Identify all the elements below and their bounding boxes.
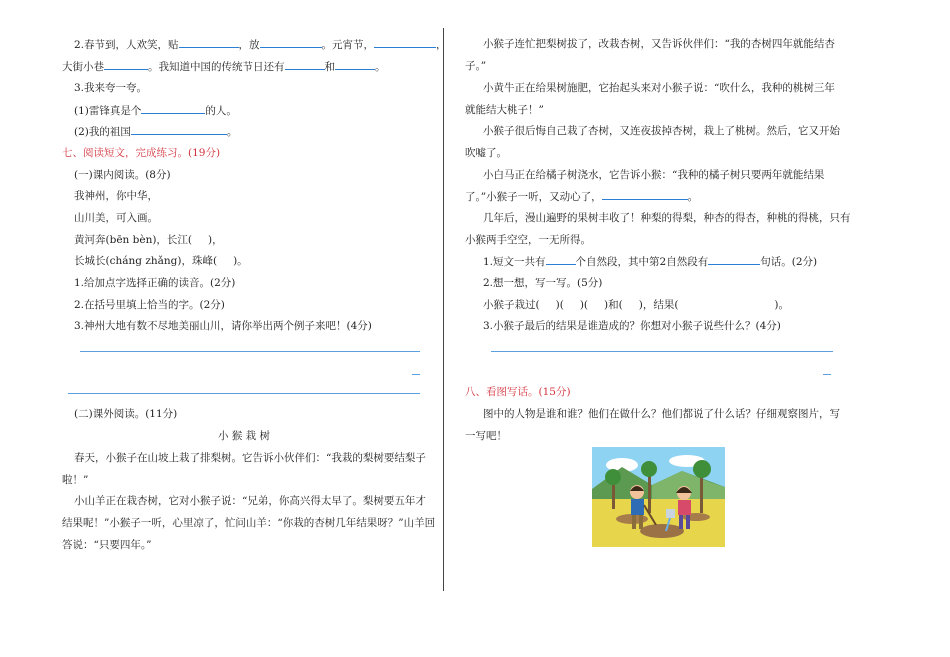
- poem-line-3: 黄河奔(bēn bèn)，长江( )，: [74, 234, 223, 246]
- answer-blank[interactable]: [104, 59, 148, 70]
- story-para-1b: 啦！”: [62, 474, 89, 486]
- story-para-5: 小猴子很后悔自己栽了杏树，又连夜拔掉杏树，栽上了桃树。然后，它又开始: [483, 125, 840, 137]
- answer-blank[interactable]: [335, 59, 375, 70]
- story-para-4: 小黄牛正在给果树施肥，它抬起头来对小猴子说：“吹什么，我种的桃树三年: [483, 82, 835, 94]
- story-para-2b: 结果呢！”小猴子一听，心里凉了，忙问山羊：“你栽的杏树几年结果呀？”山羊回: [62, 517, 436, 529]
- question-2-line1: 2.春节到，人欢笑，贴 ，放 。元宵节， ，: [74, 39, 447, 51]
- answer-line[interactable]: [491, 351, 833, 352]
- story-para-7: 几年后，漫山遍野的果树丰收了！种梨的得梨，种杏的得杏，种桃的得桃，只有: [483, 212, 851, 224]
- story-title: 小 猴 栽 树: [218, 430, 271, 442]
- subsection-1-title: (一)课内阅读。(8分): [74, 169, 171, 181]
- story-para-4b: 就能结大桃子！”: [465, 104, 544, 116]
- column-divider: [443, 28, 444, 591]
- exercise-r1: 1.短文一共有 个自然段，其中第2自然段有 句话。(2分): [483, 256, 818, 268]
- answer-line[interactable]: [80, 351, 420, 352]
- answer-line[interactable]: [68, 393, 420, 394]
- answer-line-end: [412, 374, 420, 375]
- story-para-5b: 吹嘘了。: [465, 147, 507, 159]
- poem-line-2: 山川美，可入画。: [74, 212, 158, 224]
- story-para-3: 小猴子连忙把梨树拔了，改栽杏树，又告诉伙伴们：“我的杏树四年就能结杏: [483, 38, 835, 50]
- exercise-r2: 2.想一想，写一写。(5分): [483, 277, 603, 289]
- illustration-svg: [592, 447, 725, 547]
- question-3-title: 3.我来夸一夸。: [74, 82, 148, 94]
- answer-blank[interactable]: [374, 37, 436, 48]
- exercise-1: 1.给加点字选择正确的读音。(2分): [74, 277, 236, 289]
- exercise-r3: 3.小猴子最后的结果是谁造成的？你想对小猴子说些什么？(4分): [483, 320, 781, 332]
- exercise-2: 2.在括号里填上恰当的字。(2分): [74, 299, 225, 311]
- story-para-6b: 了。”小猴子一听，又动心了， 。: [465, 191, 699, 203]
- answer-blank[interactable]: [131, 124, 227, 135]
- answer-blank[interactable]: [141, 103, 205, 114]
- story-para-2c: 答说：“只要四年。”: [62, 539, 152, 551]
- answer-blank[interactable]: [708, 254, 760, 265]
- poem-line-1: 我神州，你中华，: [74, 190, 158, 202]
- exercise-3: 3.神州大地有数不尽地美丽山川，请你举出两个例子来吧！(4分): [74, 320, 372, 332]
- story-para-2: 小山羊正在栽杏树，它对小猴子说：“兄弟，你高兴得太早了。梨树要五年才: [74, 495, 426, 507]
- subsection-2-title: (二)课外阅读。(11分): [74, 408, 178, 420]
- story-para-6: 小白马正在给橘子树浇水，它告诉小猴：“我种的橘子树只要两年就能结果: [483, 169, 825, 181]
- answer-blank[interactable]: [546, 254, 576, 265]
- question-2-line2: 大街小巷 。我知道中国的传统节日还有 和 。: [62, 61, 386, 73]
- writing-prompt-1: 图中的人物是谁和谁？他们在做什么？他们都说了什么话？仔细观察图片，写: [483, 408, 840, 420]
- illustration-children-planting-trees: [592, 447, 725, 547]
- story-para-7b: 小猴两手空空，一无所得。: [465, 234, 591, 246]
- poem-line-4: 长城长(cháng zhǎng)，珠峰( )。: [74, 255, 248, 267]
- question-3-2: (2)我的祖国 。: [74, 126, 238, 138]
- exercise-r2-line: 小猴子栽过( )( )( )和( )，结果( )。: [483, 299, 790, 311]
- section-7-title: 七、阅读短文，完成练习。(19分): [62, 147, 221, 159]
- answer-blank[interactable]: [179, 37, 239, 48]
- answer-blank[interactable]: [285, 59, 325, 70]
- answer-blank[interactable]: [260, 37, 322, 48]
- writing-prompt-2: 一写吧！: [465, 430, 507, 442]
- story-para-3b: 子。”: [465, 60, 487, 72]
- answer-line-end: [823, 374, 831, 375]
- section-8-title: 八、看图写话。(15分): [465, 386, 571, 398]
- question-3-1: (1)雷锋真是个 的人。: [74, 105, 237, 117]
- answer-blank[interactable]: [602, 189, 688, 200]
- story-para-1: 春天，小猴子在山坡上栽了排梨树。它告诉小伙伴们：“我栽的梨树要结梨子: [74, 452, 426, 464]
